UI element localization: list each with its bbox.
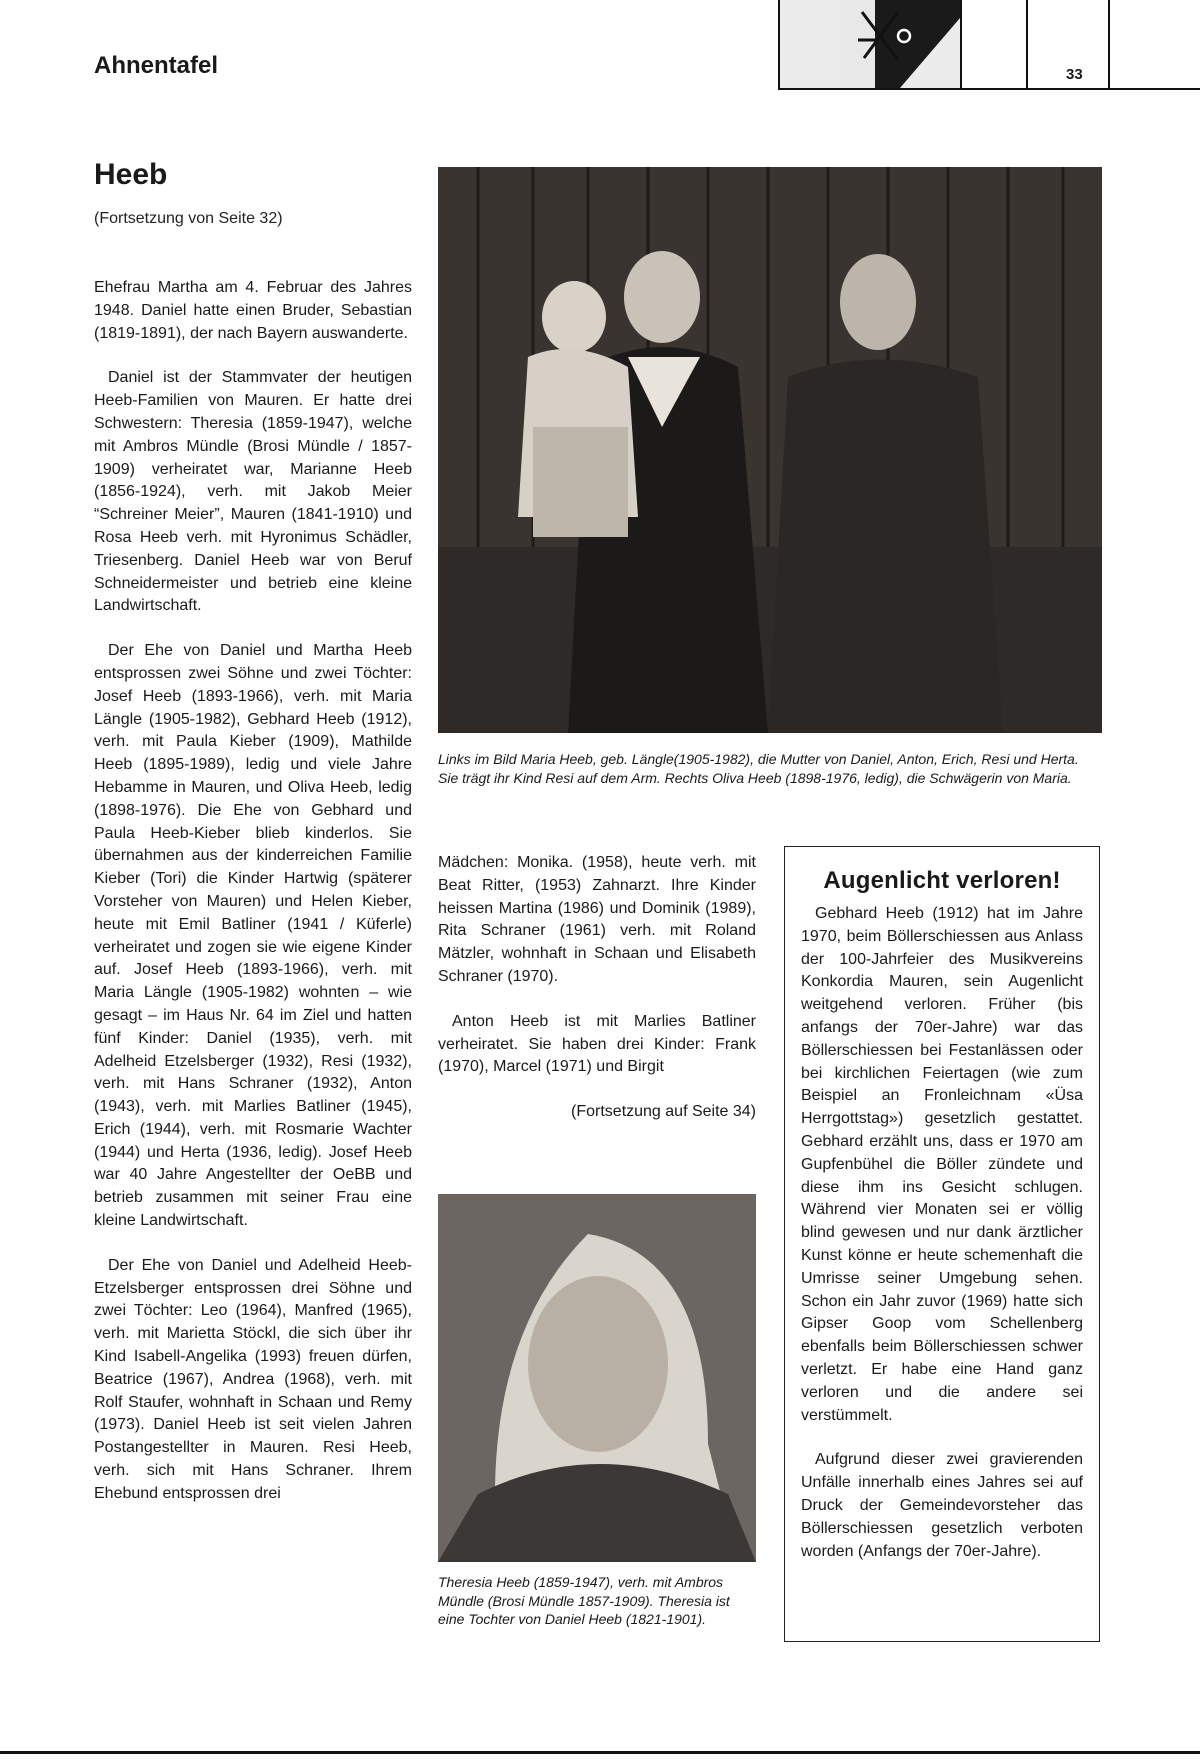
paragraph: Anton Heeb ist mit Marlies Batliner verheiratet. Sie haben drei Kinder: Frank (1970), Marcel (1971) und Birgit [438,1012,756,1076]
continued-on-note: (Fortsetzung auf Seite 34) [571,1103,756,1121]
paragraph: Der Ehe von Daniel und Martha Heeb entsprossen zwei Söhne und zwei Töchter: Josef Heeb (1893-1966), verh. mit Maria Längle (1905-1982), Gebhard Heeb (1912), verh. mit Paula Kieber (1909), Mathilde Heeb (1895-1989), ledig und viele Jahre Hebamme in Mauren, und Oliva Heeb, ledig (1898-1976). Die Ehe von Gebhard und Paula Heeb-Kieber blieb kinderlos. Sie übernahmen aus der kinderreichen Familie Kieber (Tori) die Kinder Hartwig (späterer Vorsteher von Mauren) und Helen Kieber, heute mit Emil Batliner (1941 / Küferle) verheiratet und zogen sie wie eigene Kinder auf. Josef Heeb (1893-1966), verh. mit Maria Längle (1905-1982) wohnten – wie gesagt – im Haus Nr. 64 im Ziel und hatten fünf Kinder: Daniel (1935), verh. mit Adelheid Etzelsberger (1932), Resi (1932), verh. mit Hans Schraner (1932), Anton (1943), verh. mit Marlies Batliner (1945), Erich (1944), verh. mit Rosmarie Wachter (1944) und Herta (1936, ledig). Josef Heeb war 40 Jahre Angestellter der OeBB und betrieb zusammen mit seiner Frau eine kleine Landwirtschaft. [94,642,412,1230]
paragraph: Ehefrau Martha am 4. Februar des Jahres 1948. Daniel hatte einen Bruder, Sebastian (1819-1891), der nach Bayern auswanderte. [94,279,412,342]
header-tab-4 [1108,0,1200,90]
article-title: Heeb [94,158,168,191]
crossed-tools-crest-icon [780,0,960,88]
text-column-1 [94,277,412,1528]
page-number: 33 [1066,66,1083,83]
portrait-photo-caption: Theresia Heeb (1859-1947), verh. mit Ambros Mündle (Brosi Mündle 1857-1909). Theresia ist eine Tochter von Daniel Heeb (1821-1901). [438,1574,730,1627]
text-column-2 [438,852,756,1146]
header-tab-2 [960,0,1028,90]
bottom-rule [0,1751,1200,1754]
sidebar-title: Augenlicht verloren! [823,867,1061,894]
paragraph: Aufgrund dieser zwei gravierenden Unfälle innerhalb eines Jahres sei auf Druck der Gemeindevorsteher das Böllerschiessen gesetzlich verboten worden (Anfangs der 70er-Jahre). [801,1451,1083,1560]
paragraph: Daniel ist der Stammvater der heutigen Heeb-Familien von Mauren. Er hatte drei Schwestern: Theresia (1859-1947), welche mit Ambros Mündle (Brosi Mündle / 1857-1909) verheiratet war, Marianne Heeb (1856-1924), verh. mit Jakob Meier “Schreiner Meier”, Mauren (1841-1910) und Rosa Heeb verh. mit Hyronimus Schädler, Triesenberg. Daniel Heeb war von Beruf Schneidermeister und betrieb eine kleine Landwirtschaft. [94,369,412,615]
sidebar-text [801,903,1083,1563]
sidebar-box [784,846,1100,1642]
paragraph: Gebhard Heeb (1912) hat im Jahre 1970, beim Böllerschiessen aus Anlass der 100-Jahrfeier des Musikvereins Konkordia Mauren, sein Augenlicht weitgehend verloren. Früher (bis anfangs der 70er-Jahre) war das Böllerschiessen bei Festanlässen oder bei kirchlichen Feiertagen (wie zum Beispiel an Fronleichnam «Üsa Herrgottstag») gesetzlich gestattet. Gebhard erzählt uns, dass er 1970 am Gupfenbühel die Böller zündete und diese ihm ins Gesicht schlugen. Während vier Monaten sei er völlig blind gewesen und nur dank ärztlicher Kunst könne er heute schemenhaft die Umrisse seiner Umgebung sehen. Schon ein Jahr zuvor (1969) hatte sich Gipser Goop vom Schellenberg ebenfalls beim Böllerschiessen schwer verletzt. Er habe eine Hand ganz verloren und die andere sei verstümmelt. [801,905,1083,1424]
family-photo-image [438,167,1102,733]
portrait-photo-image [438,1194,756,1562]
paragraph: Mädchen: Monika. (1958), heute verh. mit Beat Ritter, (1953) Zahnarzt. Ihre Kinder heissen Martina (1986) und Dominik (1989), Rita Schraner (1961) verh. mit Roland Mätzler, wohnhaft in Schaan und Elisabeth Schraner (1970). [438,854,756,985]
portrait-photo [438,1194,756,1562]
continued-from-note: (Fortsetzung von Seite 32) [94,210,283,227]
section-title: Ahnentafel [94,52,219,79]
crest-box [778,0,962,90]
header-tabs [778,0,1200,90]
family-photo-caption: Links im Bild Maria Heeb, geb. Längle(1905-1982), die Mutter von Daniel, Anton, Erich, Resi und Herta. Sie trägt ihr Kind Resi auf dem Arm. Rechts Oliva Heeb (1898-1976, ledig), die Schwägerin von Maria. [438,751,1079,786]
family-photo [438,167,1102,733]
paragraph: Der Ehe von Daniel und Adelheid Heeb-Etzelsberger entsprossen drei Söhne und zwei Töchter: Leo (1964), Manfred (1965), verh. mit Marietta Stöckl, die sich über ihr Kind Isabell-Angelika (1993) freuen dürfen, Beatrice (1967), Andrea (1968), verh. mit Rolf Staufer, wohnhaft in Schaan und Remy (1973). Daniel Heeb ist seit vielen Jahren Postangestellter in Mauren. Resi Heeb, verh. sich mit Hans Schraner. Ihrem Ehebund entsprossen drei [94,1256,412,1502]
